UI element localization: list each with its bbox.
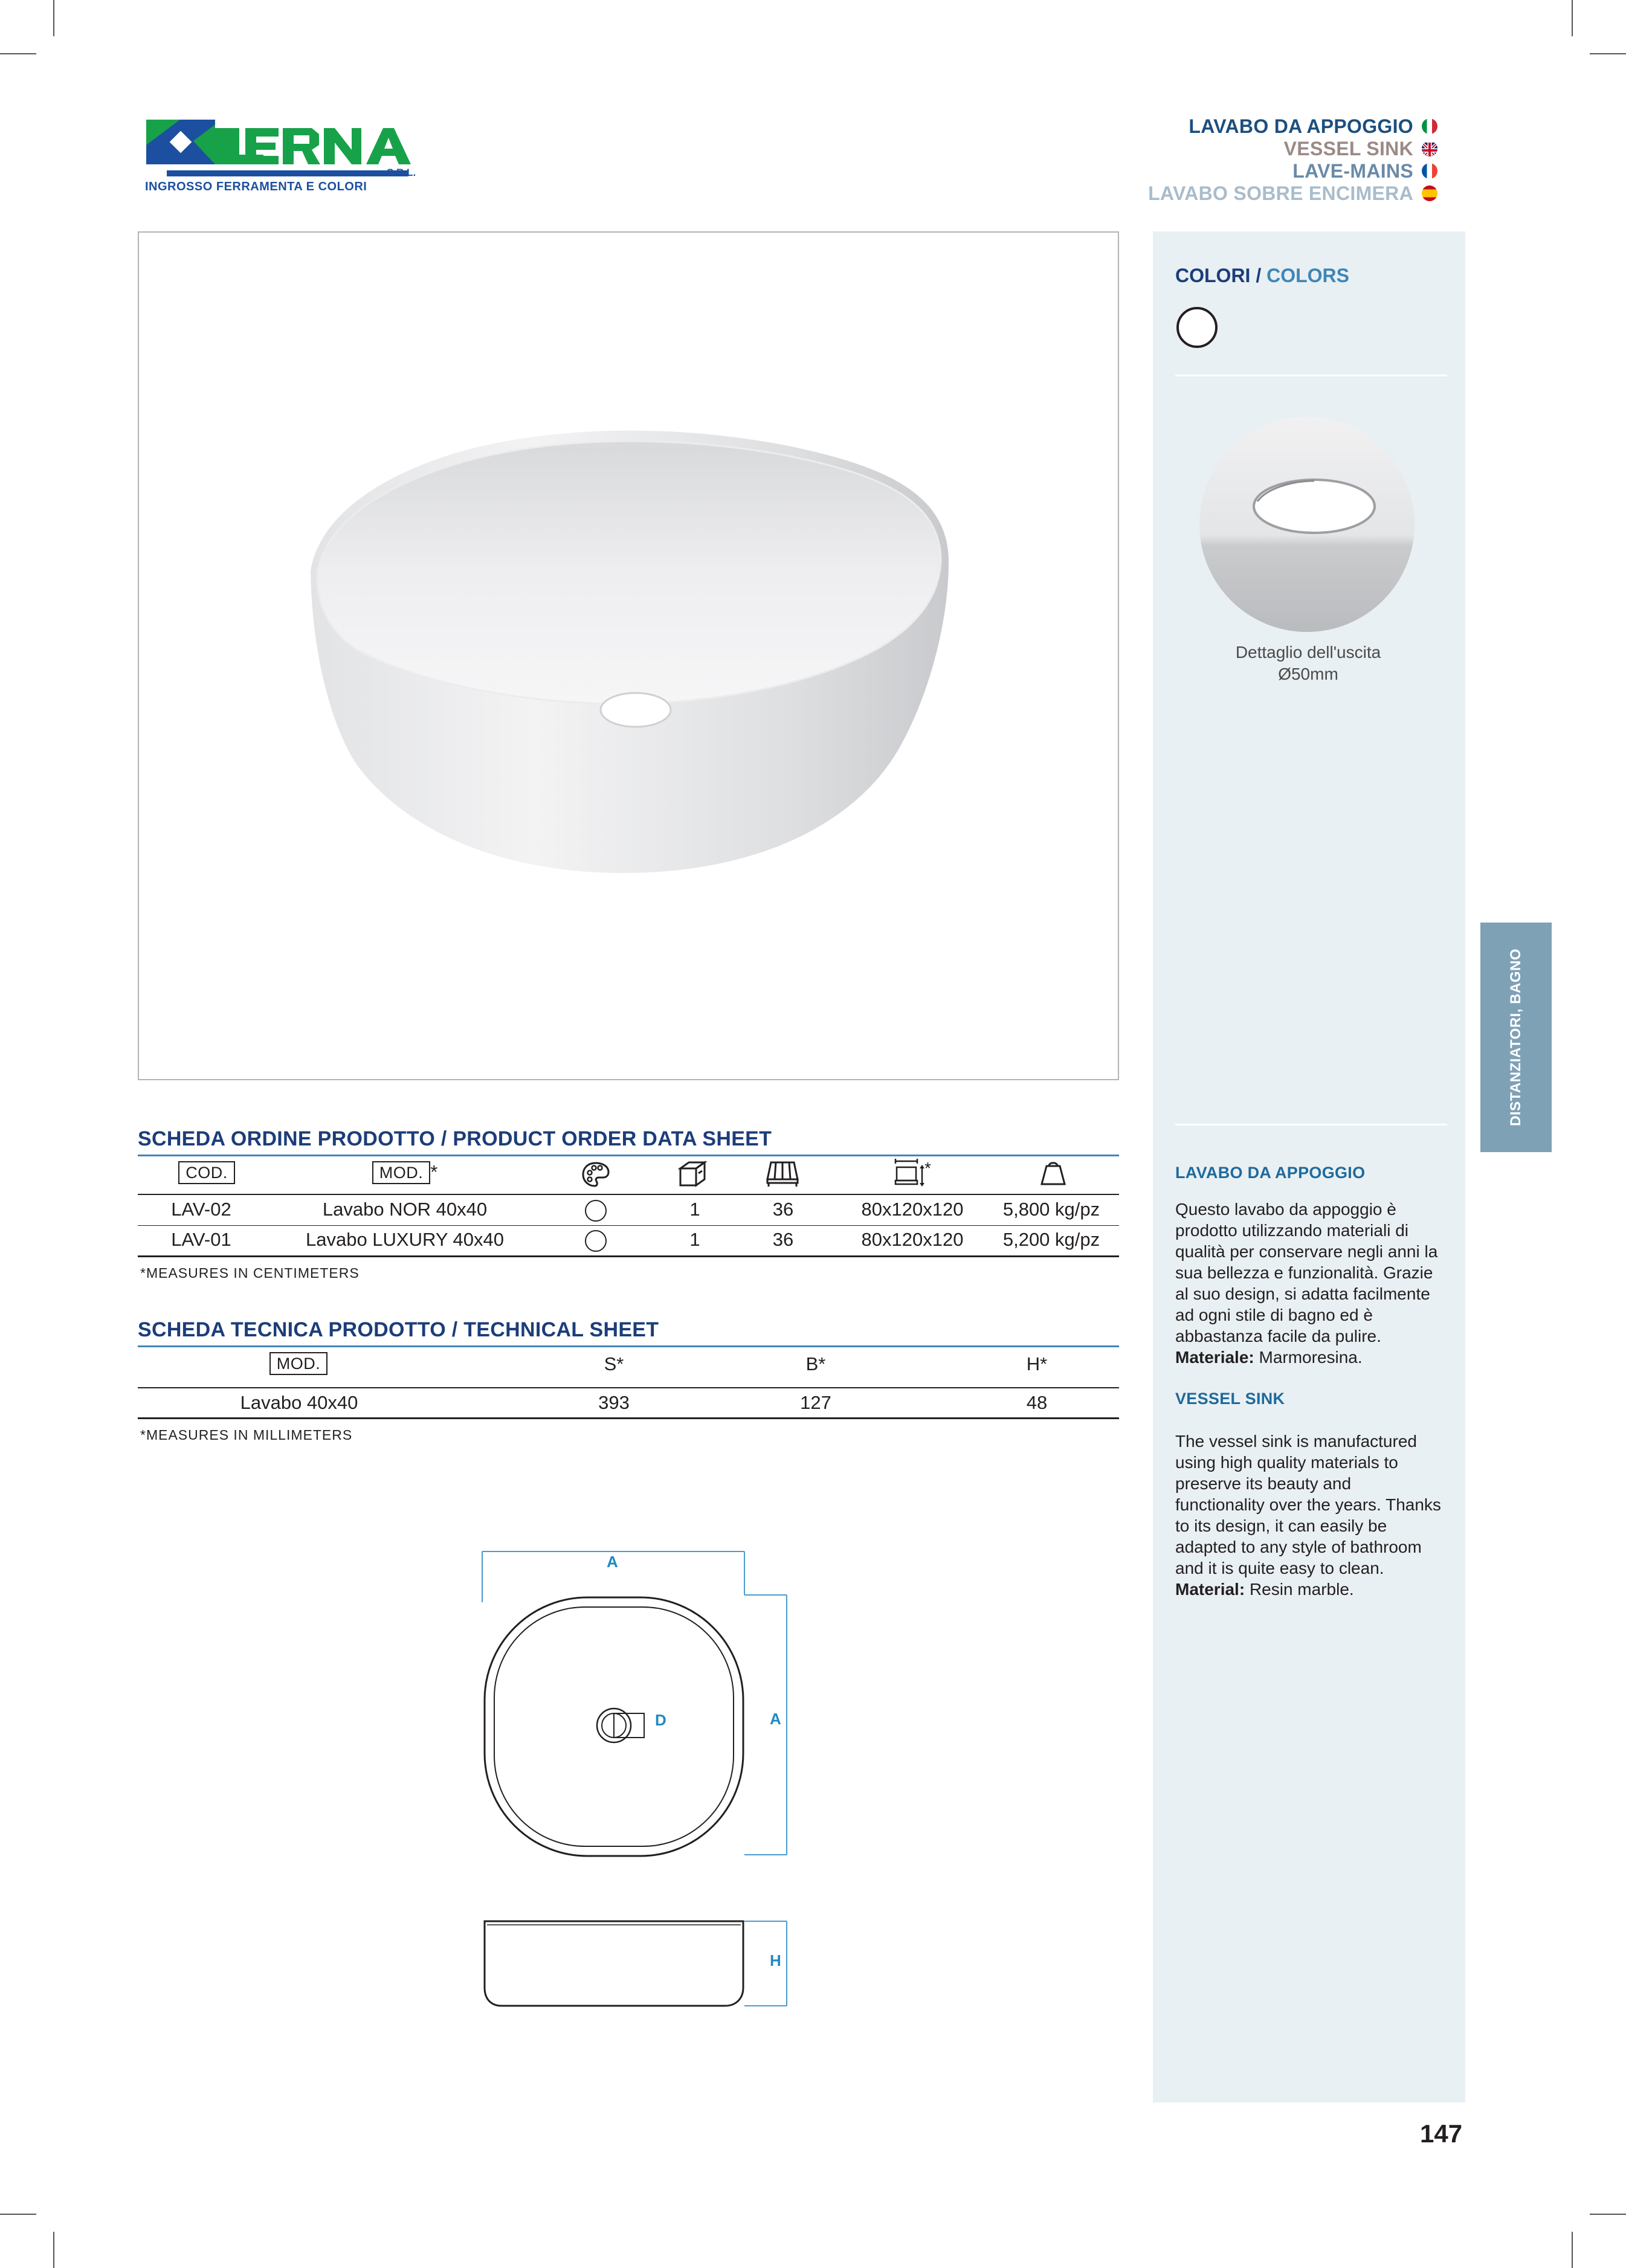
tech-cell-b: 127 [800, 1392, 831, 1413]
sidebar-divider [1175, 375, 1447, 376]
order-cell-dims: 80x120x120 [861, 1229, 964, 1250]
order-cell-pallet: 36 [772, 1229, 794, 1250]
order-cell-mod: Lavabo LUXURY 40x40 [305, 1229, 505, 1250]
page-number: 147 [1420, 2119, 1463, 2148]
tech-header-s: S* [604, 1353, 624, 1374]
spain-flag-icon [1422, 185, 1437, 201]
tech-sheet-title: SCHEDA TECNICA PRODOTTO / TECHNICAL SHEET [138, 1318, 659, 1341]
description-it-body: Questo lavabo da appoggio è prodotto utilizzando materiali di qualità per conservare negli anni la sua bellezza e funzionalità. Grazie al suo design, si adatta facilmente ad ogni stile di bagno ed è abbastanza facile da pulire. Materiale: Marmoresina. [1175, 1200, 1438, 1367]
crop-mark [1572, 2232, 1573, 2268]
drain-detail-caption: Dettaglio dell'uscita Ø50mm [1235, 643, 1381, 683]
order-cell-cod: LAV-02 [171, 1199, 231, 1220]
tech-header-h: H* [1026, 1353, 1048, 1374]
weight-icon [1039, 1160, 1067, 1187]
order-header-mod: MOD. * [369, 1161, 441, 1184]
product-title-text: LAVABO DA APPOGGIO [1189, 115, 1413, 137]
crop-mark [53, 0, 54, 36]
order-color-swatch[interactable] [585, 1230, 607, 1252]
tech-cell-h: 48 [1026, 1392, 1048, 1413]
logo-legal-suffix: S.R.L. [387, 167, 416, 178]
tech-cell-s: 393 [598, 1392, 630, 1413]
tech-header-mod: MOD. [262, 1352, 335, 1375]
sidebar-divider [1175, 1124, 1447, 1126]
tech-sheet-note: *MEASURES IN MILLIMETERS [140, 1427, 353, 1443]
description-en-body: The vessel sink is manufactured using high quality materials to preserve its beauty and functionality over the years. Thanks to its design, it can easily be adapted to any style of bathroom and it is quite easy to clean. Material: Resin marble. [1175, 1432, 1441, 1599]
order-sheet-top-rule [138, 1155, 1119, 1156]
order-cell-cod: LAV-01 [171, 1229, 231, 1250]
order-cell-dims: 80x120x120 [861, 1199, 964, 1220]
order-cell-weight: 5,800 kg/pz [1002, 1199, 1100, 1220]
order-cell-pack: 1 [689, 1199, 700, 1220]
crop-mark [53, 2232, 54, 2268]
order-color-swatch[interactable] [585, 1200, 607, 1222]
order-cell-weight: 5,200 kg/pz [1002, 1229, 1100, 1250]
tech-sheet-header-rule [138, 1387, 1119, 1388]
technical-drawing [477, 1547, 804, 2012]
tech-sheet-bottom-rule [138, 1417, 1119, 1419]
pallet-icon [765, 1160, 800, 1188]
box-icon [678, 1160, 709, 1188]
tech-sheet-top-rule [138, 1345, 1119, 1347]
order-cell-pallet: 36 [772, 1199, 794, 1220]
pallet-dimensions-icon [893, 1159, 927, 1189]
order-row-divider [138, 1225, 1119, 1226]
dimension-label-a-top: A [607, 1553, 618, 1571]
order-header-cod: COD. [176, 1161, 237, 1184]
product-photo-sink [139, 233, 1118, 1079]
order-sheet-note: *MEASURES IN CENTIMETERS [140, 1265, 360, 1281]
order-header-dims: * [893, 1159, 935, 1189]
product-title-text: VESSEL SINK [1283, 137, 1413, 159]
drain-detail-image [1199, 417, 1415, 632]
order-cell-mod: Lavabo NOR 40x40 [322, 1199, 488, 1220]
product-title-it [1189, 115, 1437, 138]
tech-cell-mod: Lavabo 40x40 [240, 1392, 358, 1413]
crop-mark [1572, 0, 1573, 36]
logo-tagline: INGROSSO FERRAMENTA E COLORI [145, 180, 367, 193]
tech-header-b: B* [805, 1353, 826, 1374]
crop-mark [0, 53, 36, 54]
description-en-title: VESSEL SINK [1175, 1390, 1285, 1408]
product-title-fr [1292, 159, 1437, 182]
product-photo-frame [138, 231, 1119, 1080]
dimension-label-a-side: A [770, 1710, 781, 1728]
france-flag-icon [1422, 163, 1437, 179]
uk-flag-icon [1422, 141, 1437, 156]
crop-mark [1590, 53, 1626, 54]
description-it-title: LAVABO DA APPOGGIO [1175, 1164, 1366, 1182]
order-sheet-title: SCHEDA ORDINE PRODOTTO / PRODUCT ORDER DATA SHEET [138, 1127, 772, 1150]
order-cell-pack: 1 [689, 1229, 700, 1250]
product-title-es [1148, 182, 1437, 205]
section-tab-label: DISTANZIATORI, BAGNO [1508, 949, 1524, 1126]
order-sheet-header-rule [138, 1194, 1119, 1195]
order-sheet-bottom-rule [138, 1255, 1119, 1257]
product-title-text: LAVE-MAINS [1292, 159, 1413, 182]
product-title-text: LAVABO SOBRE ENCIMERA [1148, 182, 1413, 204]
crop-mark [0, 2214, 36, 2215]
crop-mark [1590, 2214, 1626, 2215]
dimension-label-d: D [655, 1711, 666, 1729]
dimension-label-h: H [770, 1951, 781, 1970]
italy-flag-icon [1422, 118, 1437, 134]
palette-icon [581, 1161, 610, 1188]
color-swatch-white[interactable] [1176, 307, 1218, 348]
colors-heading: COLORI / COLORS [1175, 265, 1349, 286]
product-title-en [1284, 137, 1437, 160]
